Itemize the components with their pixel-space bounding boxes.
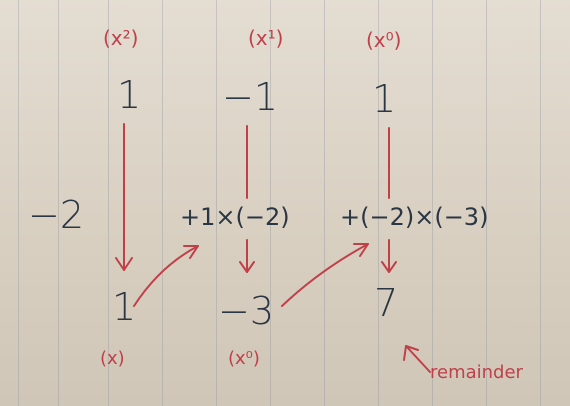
remainder-value: 7 [374, 281, 399, 325]
arrow-diag-2 [282, 244, 368, 306]
coefficient-x0: 1 [372, 77, 397, 121]
result-x0: −3 [218, 289, 275, 333]
coefficient-x2: 1 [117, 73, 142, 117]
power-label-x1: (x¹) [248, 26, 284, 50]
result-x1: 1 [112, 285, 137, 329]
power-label-x2: (x²) [103, 26, 139, 50]
coefficient-x1: −1 [222, 75, 279, 119]
power-label-x0: (x⁰) [366, 28, 402, 52]
arrow-diag-1 [134, 246, 198, 306]
remainder-label: remainder [430, 362, 523, 383]
result-label-x0: (x⁰) [228, 348, 260, 369]
result-label-x: (x) [100, 348, 125, 369]
product-term-1: +1×(−2) [180, 203, 290, 231]
divisor: −2 [28, 193, 85, 237]
product-term-2: +(−2)×(−3) [340, 203, 489, 231]
